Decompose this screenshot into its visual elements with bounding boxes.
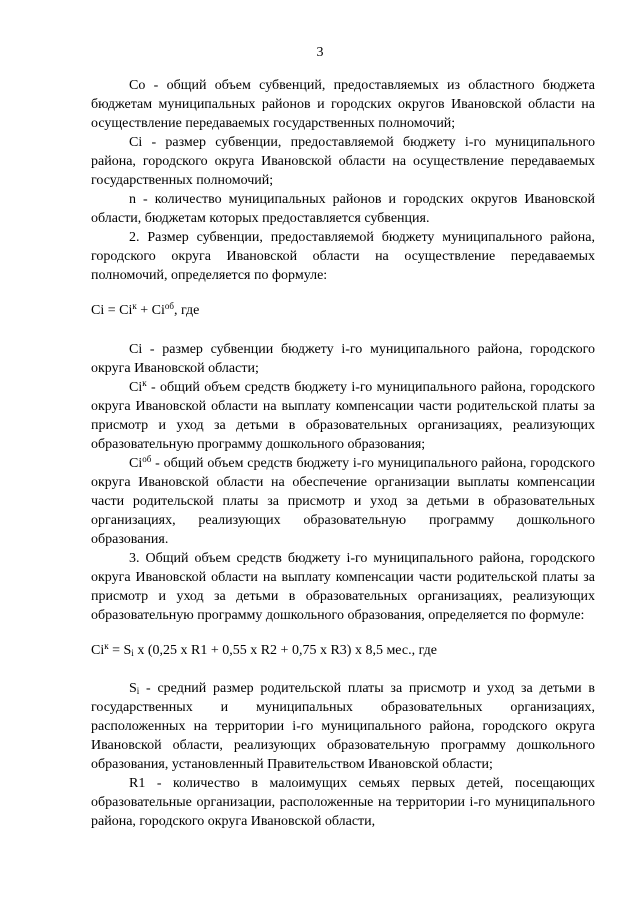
term: S <box>129 681 137 696</box>
term-superscript: об <box>142 454 152 464</box>
formula-part: Сi <box>91 643 105 658</box>
formula-part: + Сi <box>136 303 165 318</box>
paragraph-cik-definition <box>91 378 595 454</box>
paragraph-ciob-definition <box>91 454 595 549</box>
formula-compensation <box>91 641 595 660</box>
formula-superscript: к <box>132 301 137 311</box>
term-text: - средний размер родительской платы за присмотр и уход за детьми в государственных и муниципальных образовательных организациях, расположенных на территории i-го муниципального района, городского округа Ивановской области, реализующих образовательную программу дошкольного образования, установленный Правительством Ивановской области; <box>91 681 595 772</box>
formula-part: = S <box>108 643 132 658</box>
term-text: - общий объем средств бюджету i-го муниципального района, городского округа Ивановской области на обеспечение организации выплаты компенсации части родительской платы за присмотр и уход за детьми в образовательных организациях, реализующих образовательную программу дошкольного образования. <box>91 456 595 547</box>
paragraph-si-definition <box>91 679 595 774</box>
term-superscript: к <box>142 378 147 388</box>
page-number: 3 <box>316 45 324 60</box>
formula-part: , где <box>173 303 200 318</box>
formula-superscript: об <box>164 301 174 311</box>
formula-subscript: i <box>131 648 134 658</box>
term-subscript: i <box>136 686 140 696</box>
formula-superscript: к <box>104 641 109 651</box>
document-body <box>91 76 595 831</box>
paragraph-r1-definition: R1 - количество в малоимущих семьях первых детей, посещающих образовательные организации, расположенные на территории i-го муниципального района, городского округа Ивановской области, <box>91 776 595 829</box>
formula-part: Сi = Сi <box>91 303 133 318</box>
paragraph-co-definition: Со - общий объем субвенций, предоставляемых из областного бюджета бюджетам муниципальных районов и городских округов Ивановской области на осуществление передаваемых государственных полномочий; <box>91 78 595 131</box>
paragraph-item-2: 2. Размер субвенции, предоставляемой бюджету муниципального района, городского округа Ивановской области на осуществление передаваемых полномочий, определяется по формуле: <box>91 230 595 283</box>
formula-subvention <box>91 301 595 320</box>
paragraph-item-3: 3. Общий объем средств бюджету i-го муниципального района, городского округа Ивановской области на выплату компенсации части родительской платы за присмотр и уход за детьми в образовательных организациях, реализующих образовательную программу дошкольного образования, определяется по формуле: <box>91 551 595 623</box>
formula-part: x (0,25 x R1 + 0,55 x R2 + 0,75 x R3) x 8,5 мес., где <box>133 643 437 658</box>
term: Сi <box>129 380 143 395</box>
paragraph-n-definition: n - количество муниципальных районов и городских округов Ивановской области, бюджетам которых предоставляется субвенция. <box>91 192 595 226</box>
paragraph-ci-definition: Сi - размер субвенции, предоставляемой бюджету i-го муниципального района, городского округа Ивановской области на осуществление передаваемых государственных полномочий; <box>91 135 595 188</box>
term-text: - общий объем средств бюджету i-го муниципального района, городского округа Ивановской области на выплату компенсации части родительской платы за присмотр и уход за детьми в образовательных организациях, реализующих образовательную программу дошкольного образования; <box>91 380 595 452</box>
paragraph-ci-size: Сi - размер субвенции бюджету i-го муниципального района, городского округа Ивановской области; <box>91 342 595 376</box>
term: Сi <box>129 456 143 471</box>
